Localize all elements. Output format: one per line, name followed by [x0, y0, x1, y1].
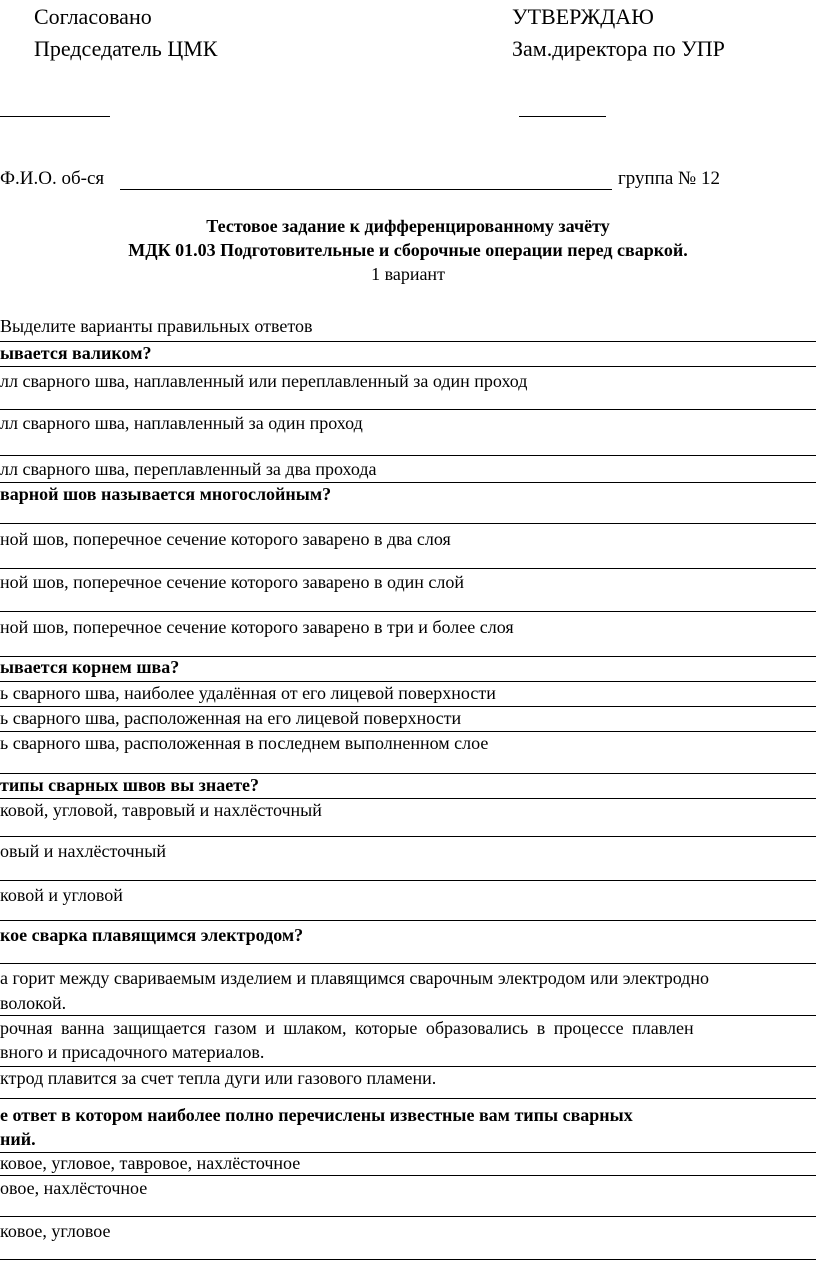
- row-divider: [0, 1098, 816, 1099]
- row-divider: [0, 836, 816, 837]
- table-top-border: [0, 341, 816, 342]
- row-divider: [0, 773, 816, 774]
- question-1-text: ывается валиком?: [0, 343, 152, 363]
- question-2-text: варной шов называется многослойным?: [0, 484, 332, 504]
- row-divider: [0, 880, 816, 881]
- row-divider: [0, 1216, 816, 1217]
- row-divider: [0, 409, 816, 410]
- question-1-option-a[interactable]: лл сварного шва, наплавленный или переплавленный за один проход: [0, 371, 528, 391]
- row-divider: [0, 568, 816, 569]
- question-6-text-line1: е ответ в котором наиболее полно перечислены известные вам типы сварных: [0, 1105, 633, 1125]
- row-divider: [0, 455, 816, 456]
- test-title: Тестовое задание к дифференцированному зачёту: [206, 216, 610, 236]
- student-name-label: Ф.И.О. об-ся: [0, 168, 105, 189]
- question-5-option-a-line2[interactable]: волокой.: [0, 993, 67, 1013]
- signature-line-left: [0, 116, 110, 117]
- row-divider: [0, 963, 816, 964]
- question-4-option-c[interactable]: ковой и угловой: [0, 885, 123, 905]
- row-divider: [0, 482, 816, 483]
- question-2-option-b[interactable]: ной шов, поперечное сечение которого заварено в один слой: [0, 572, 465, 592]
- question-6-text-line2: ний.: [0, 1129, 36, 1149]
- course-title: МДК 01.03 Подготовительные и сборочные операции перед сваркой.: [128, 240, 688, 260]
- row-divider: [0, 1259, 816, 1260]
- row-divider: [0, 920, 816, 921]
- deputy-director-label: Зам.директора по УПР: [512, 36, 725, 61]
- question-3-text: ывается корнем шва?: [0, 657, 180, 677]
- group-label: группа № 12: [618, 168, 720, 189]
- row-divider: [0, 706, 816, 707]
- question-6-option-b[interactable]: овое, нахлёсточное: [0, 1178, 148, 1198]
- row-divider: [0, 1066, 816, 1067]
- row-divider: [0, 1015, 816, 1016]
- question-3-option-a[interactable]: ь сварного шва, наиболее удалённая от его лицевой поверхности: [0, 683, 496, 703]
- row-divider: [0, 731, 816, 732]
- question-5-text: кое сварка плавящимся электродом?: [0, 925, 304, 945]
- commission-chair-label: Председатель ЦМК: [34, 36, 218, 61]
- signature-line-right: [519, 116, 606, 117]
- student-name-underline: [120, 189, 612, 190]
- row-divider: [0, 366, 816, 367]
- question-1-option-b[interactable]: лл сварного шва, наплавленный за один проход: [0, 413, 363, 433]
- question-4-option-a[interactable]: ковой, угловой, тавровый и нахлёсточный: [0, 800, 322, 820]
- question-2-option-a[interactable]: ной шов, поперечное сечение которого заварено в два слоя: [0, 529, 451, 549]
- question-4-option-b[interactable]: овый и нахлёсточный: [0, 841, 167, 861]
- question-3-option-c[interactable]: ь сварного шва, расположенная в последнем выполненном слое: [0, 733, 489, 753]
- row-divider: [0, 681, 816, 682]
- instruction-text: Выделите варианты правильных ответов: [0, 316, 313, 336]
- row-divider: [0, 611, 816, 612]
- row-divider: [0, 523, 816, 524]
- agreed-label: Согласовано: [34, 4, 152, 29]
- row-divider: [0, 1175, 816, 1176]
- question-3-option-b[interactable]: ь сварного шва, расположенная на его лицевой поверхности: [0, 708, 462, 728]
- question-6-option-a[interactable]: ковое, угловое, тавровое, нахлёсточное: [0, 1153, 301, 1173]
- question-5-option-b-line1[interactable]: рочная ванна защищается газом и шлаком, которые образовались в процессе плавлен: [0, 1018, 694, 1038]
- row-divider: [0, 798, 816, 799]
- question-5-option-a-line1[interactable]: а горит между свариваемым изделием и плавящимся сварочным электродом или электродно: [0, 968, 709, 988]
- question-4-text: типы сварных швов вы знаете?: [0, 775, 260, 795]
- approve-label: УТВЕРЖДАЮ: [512, 4, 654, 29]
- variant-label: 1 вариант: [371, 264, 445, 284]
- question-5-option-c[interactable]: ктрод плавится за счет тепла дуги или газового пламени.: [0, 1068, 437, 1088]
- question-6-option-c[interactable]: ковое, угловое: [0, 1221, 111, 1241]
- question-2-option-c[interactable]: ной шов, поперечное сечение которого заварено в три и более слоя: [0, 617, 514, 637]
- question-1-option-c[interactable]: лл сварного шва, переплавленный за два прохода: [0, 459, 377, 479]
- question-5-option-b-line2[interactable]: вного и присадочного материалов.: [0, 1042, 265, 1062]
